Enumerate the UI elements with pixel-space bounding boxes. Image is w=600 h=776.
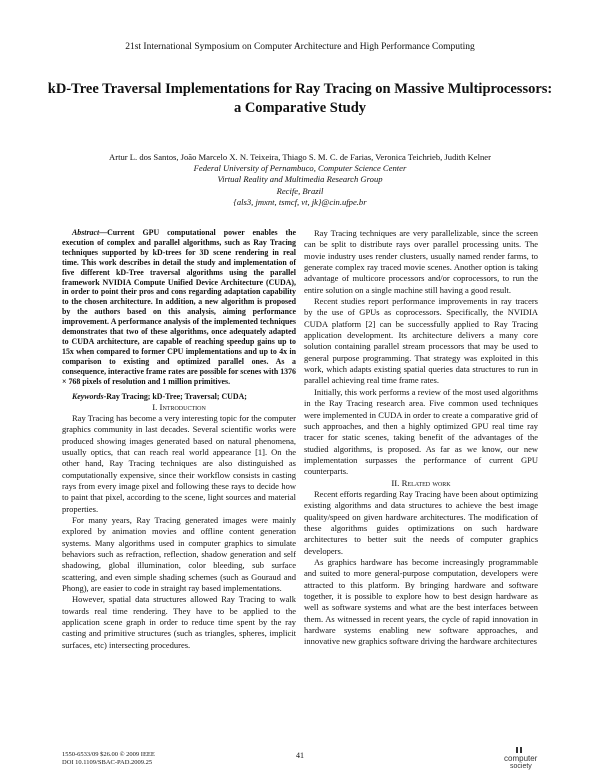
right-column	[304, 228, 538, 648]
author-emails: {als3, jmxnt, tsmcf, vt, jk}@cin.ufpe.br	[233, 196, 367, 207]
section-heading-introduction: I. Introduction	[152, 401, 206, 412]
title-line-2: a Comparative Study	[233, 100, 367, 116]
page-number: 41	[296, 751, 304, 760]
paragraph: Recent efforts regarding Ray Tracing have been about optimizing existing algorithms and data structures to achieve the best image quality/speed on given hardware architectures. The modification of these algorithms guides optimizations on such hardware architectures to better suit the needs of computer graphics developers.	[304, 488, 538, 556]
copyright-line: 1550-6533/09 $26.00 © 2009 IEEE	[62, 751, 155, 758]
paragraph: Initially, this work performs a review of the most used algorithms in the Ray Tracing research area. Five common used techniques were implemented in CUDA in order to create a comparative grid of such approaches, and then a highly optimized GPU real time ray tracer for static scenes, taking benefit of the advantages of the studied algorithms, is proposed. As far as we know, our new implementation surpasses the performance of current GPU counterparts.	[304, 386, 538, 477]
author-block	[40, 152, 560, 208]
doi-line: DOI 10.1109/SBAC-PAD.2009.25	[62, 759, 153, 766]
paper-title	[40, 80, 560, 118]
svg-text:computer: computer	[504, 754, 538, 763]
paragraph: Recent studies report performance improvements in ray tracers by the use of GPUs as coprocessors. Specifically, the NVIDIA CUDA platform [2] can be successfully applied to Ray Tracing application development. Its architecture delivers a many core solution containing parallel stream processors that may be used to general purpose programming. That strategy was exploited in this work, which adapts existing spatial queries data structures to run in parallel achieving real time frame rates.	[304, 296, 538, 386]
svg-text:society: society	[510, 763, 532, 770]
affiliation-city: Recife, Brazil	[276, 185, 324, 196]
affiliation-group: Virtual Reality and Multimedia Research Group	[217, 174, 383, 185]
paragraph: For many years, Ray Tracing generated images were mainly explored by animation movies and offline content generation systems. Many algorithms used in computer graphics to simulate behaviors such as refraction, reflection, shadow generation and self shadowing, global illumination, color bleeding, sub surface scattering, and even simple shading schemes (such as Gouraud and Phong), are easier to code in straight ray based implementations.	[62, 514, 296, 593]
abstract-lead: Abstract	[72, 228, 100, 237]
paragraph: Ray Tracing has become a very interesting topic for the computer graphics community in last decades. Several scientific works were produced showing images generated based on natural phenomena, usually optics, that can reach real world appearance [1]. On the other hand, Ray Tracing techniques are also distinguished as computationally expensive, since their workflow consists in casting rays from every image pixel and following these rays to decide how to paint that pixel, according to the scene, light sources and material properties.	[62, 412, 296, 514]
keywords-text: -Ray Tracing; kD-Tree; Traversal; CUDA;	[103, 391, 247, 401]
ieee-computer-society-logo	[502, 746, 548, 770]
title-line-1: kD-Tree Traversal Implementations for Ray Tracing on Massive Multiprocessors:	[47, 81, 553, 97]
keywords-lead: Keywords	[72, 391, 104, 401]
paragraph: However, spatial data structures allowed Ray Tracing to walk towards real time rendering. They have to be applied to the application scene graph in order to reduce time spent by the ray casting and primitive structures (such as triangles, spheres, implicit surfaces, etc) intersecting procedures.	[62, 594, 296, 650]
conference-header: 21st International Symposium on Computer Architecture and High Performance Computing	[125, 42, 475, 52]
paragraph: As graphics hardware has become increasingly programmable and suited to more general-purpose computation, developers were attracted to this platform. By bringing hardware and software together, it is possible to explore how to best design hardware as well as software systems and what are the best interfaces between them. As witnessed in recent years, the cycle of rapid innovation in hardware systems enabling new software approaches, and innovative new graphics software driving the hardware architectures	[304, 556, 538, 647]
abstract-text: —Current GPU computational power enables the execution of complex and parallel algorithms, such as Ray Tracing techniques supported by kD-trees for 3D scene rendering in real time. This work describes in detail the study and implementation of five different kD-Tree traversal algorithms using the parallel framework NVIDIA Compute Unified Device Architecture (CUDA), in order to point their pros and cons regarding adaptation capability to the chosen architecture. In addition, a new algorithm is proposed by the authors based on this analysis, aiming performance improvement. A performance analysis of the implemented techniques demonstrates that two of these algorithms, once adequately adapted to CUDA architecture, are capable of reaching speedup gains up to 15x when compared to former CPU implementations and up to 4x in comparison to existing and optimized parallel ones. As a consequence, interactive frame rates are possible for scenes with 1376 × 768 pixels of resolution and 1 million primitives.	[62, 228, 296, 386]
section-heading-related-work: II. Related work	[391, 477, 451, 488]
abstract	[62, 228, 296, 387]
left-column	[62, 228, 296, 651]
affiliation-university: Federal University of Pernambuco, Computer Science Center	[193, 163, 407, 174]
author-names: Artur L. dos Santos, João Marcelo X. N. Teixeira, Thiago S. M. C. de Farias, Veronica Teichrieb, Judith Kelner	[109, 152, 491, 162]
paragraph: Ray Tracing techniques are very parallelizable, since the screen can be split to distribute rays over parallel processing units. The movie industry uses render clusters, usually named render farms, to generate complex ray traced movie scenes. Another option is taking advantage of multicore processors and/or coprocessors, to run the entire solution on a single machine still having a good result.	[304, 228, 538, 295]
keywords	[62, 392, 296, 402]
